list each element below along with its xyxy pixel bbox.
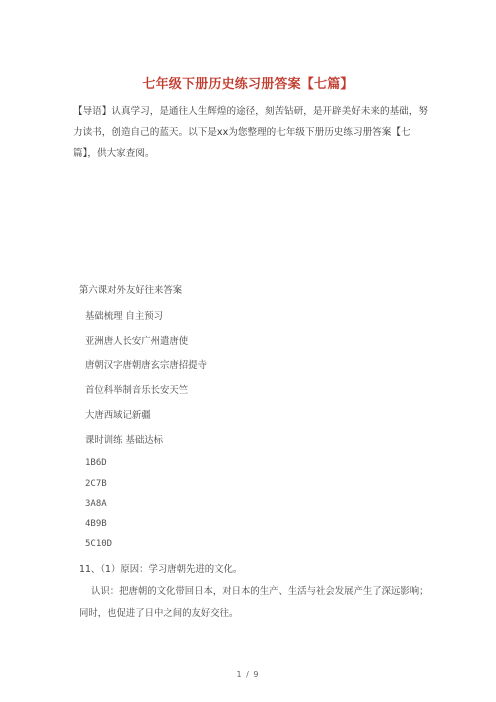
document-title: 七年级下册历史练习册答案【七篇】 xyxy=(142,77,354,92)
answer-code: 5C10D xyxy=(85,539,113,549)
page-number: 1 / 9 xyxy=(236,670,260,679)
answer-code: 4B9B xyxy=(85,519,107,529)
lesson-heading: 第六课对外友好往来答案 xyxy=(79,285,183,296)
answer-code: 3A8A xyxy=(85,499,107,509)
list-item: 亚洲唐人长安广州遣唐使 xyxy=(85,336,189,347)
list-item: 基础梳理 自主预习 xyxy=(85,311,163,322)
list-item: 首位科举制音乐长安天竺 xyxy=(85,385,189,396)
list-item: 大唐西域记新疆 xyxy=(85,410,151,421)
list-item: 课时训练 基础达标 xyxy=(85,435,163,446)
question-11-answer-text: 认识：把唐朝的文化带回日本，对日本的生产、生活与社会发展产生了深远影响；同时，也促进了日中之间的友好交往。 xyxy=(79,586,429,619)
question-11-answer xyxy=(79,581,429,625)
question-11-label: 11、（1）原因：学习唐朝先进的文化。 xyxy=(79,564,243,575)
intro-text: 【导语】认真学习，是通往人生辉煌的途径，刻苦钻研，是开辟美好未来的基础，努力读书，创造自己的蓝天。以下是xx为您整理的七年级下册历史练习册答案【七篇】，供大家查阅。 xyxy=(73,106,428,159)
answer-code: 2C7B xyxy=(85,479,107,489)
answer-code: 1B6D xyxy=(85,458,107,468)
intro-paragraph xyxy=(73,101,429,164)
list-item: 唐朝汉字唐朝唐玄宗唐招提寺 xyxy=(85,360,207,371)
